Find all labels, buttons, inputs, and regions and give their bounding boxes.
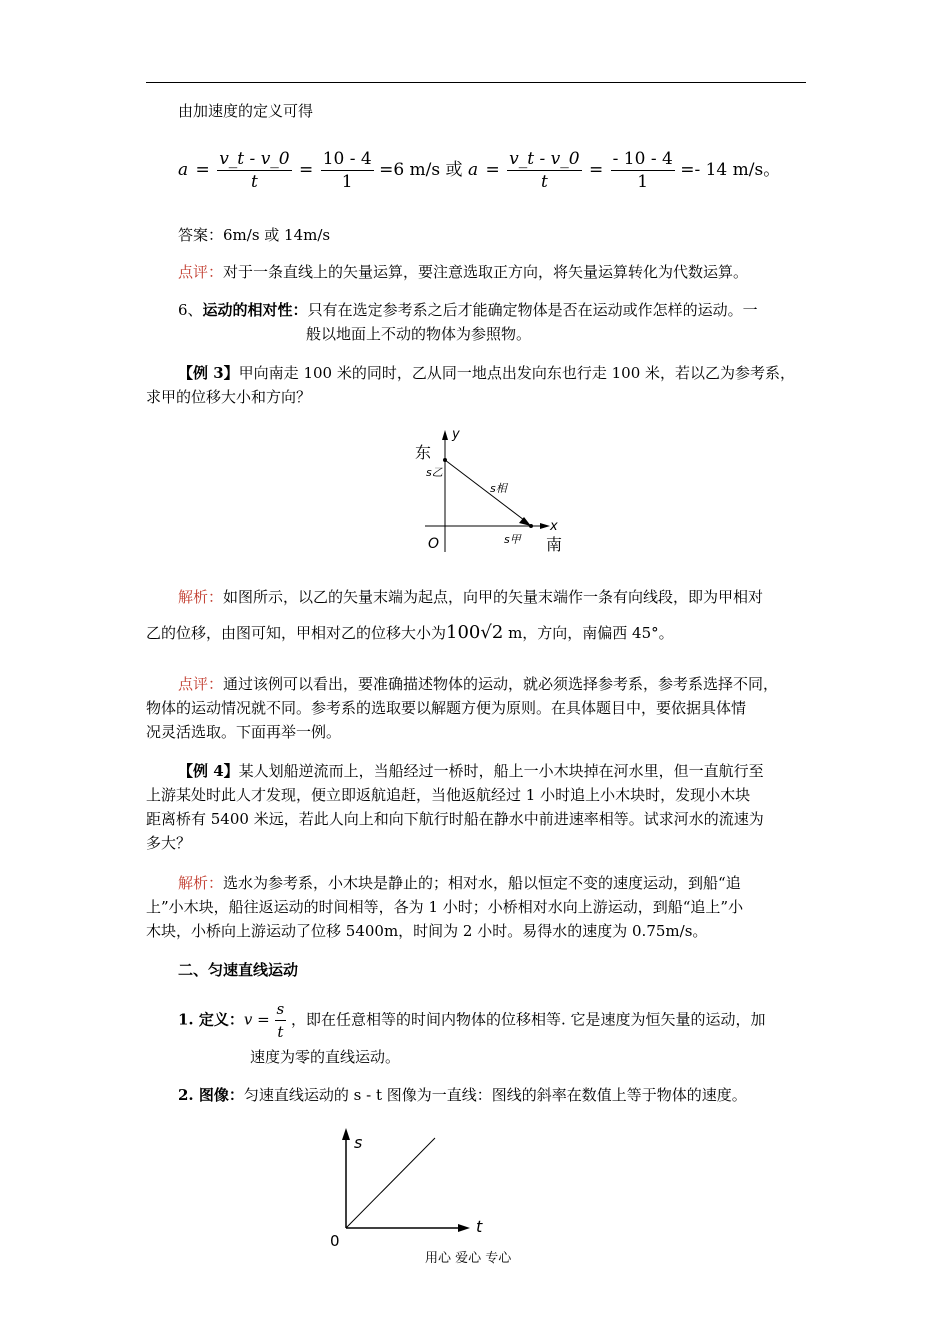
note-label: 点评： xyxy=(178,263,224,281)
formula-result-2: =- 14 m/s。 xyxy=(680,160,781,180)
relative-motion-figure xyxy=(400,420,580,560)
formula-eq: = xyxy=(195,160,210,180)
velocity-fraction: $\frac{s}{t}$ xyxy=(276,1000,285,1041)
point-yi xyxy=(443,458,447,462)
fraction-2: $\frac{10 - 4}{1}$ xyxy=(322,149,372,192)
label-y: y xyxy=(452,427,460,442)
label-s: s xyxy=(354,1133,363,1152)
note-2-line2: 物体的运动情况就不同。参考系的选取要以解题方便为原则。在具体题目中，要依据具体情 xyxy=(146,699,747,717)
example-4-line3: 距离桥有 5400 米远，若此人向上和向下航行时船在静水中前进速率相等。试求河水的流速为 xyxy=(146,810,764,828)
acceleration-formula: a = $\frac{v\_t - v\_0}{t}$ = $\frac{10 - 4}{1}$ =6 m/s 或 a = $\frac{v\_t - v\_0}{t}$ = $\frac{- 10 - 4}{1}$ =- 14 m/s。 xyxy=(178,149,781,192)
label-s-yi: s乙 xyxy=(426,466,443,479)
section-2-heading: 二、匀速直线运动 xyxy=(178,961,299,979)
label-s-xiang: s相 xyxy=(490,482,507,495)
example-3-cont: 求甲的位移大小和方向？ xyxy=(146,388,312,406)
y-arrow-icon xyxy=(442,430,448,440)
header-rule xyxy=(146,82,806,83)
label-east: 东 xyxy=(415,443,432,462)
definition-cont: 速度为零的直线运动。 xyxy=(250,1048,401,1066)
item-6-cont: 般以地面上不动的物体为参照物。 xyxy=(306,325,532,343)
fraction-4: $\frac{- 10 - 4}{1}$ xyxy=(612,149,673,192)
solution-4-line2: 上”小木块，船往返运动的时间相等，各为 1 小时；小桥相对水向上游运动，到船“追上”小 xyxy=(146,898,744,916)
solution-4-line3: 木块，小桥向上游运动了位移 5400m，时间为 2 小时。易得水的速度为 0.75m/s。 xyxy=(146,922,708,940)
intro-text: 由加速度的定义可得 xyxy=(178,102,314,120)
footer: 用心 爱心 专心 xyxy=(425,1251,512,1266)
s-arrow-icon xyxy=(342,1128,350,1140)
answer-text: 答案：6m/s 或 14m/s xyxy=(178,226,331,244)
example-4-line4: 多大？ xyxy=(146,834,192,852)
solution-3: 解析：如图所示，以乙的矢量末端为起点，向甲的矢量末端作一条有向线段，即为甲相对 xyxy=(178,588,764,606)
fraction-3: $\frac{v\_t - v\_0}{t}$ xyxy=(509,149,580,192)
label-origin: O xyxy=(428,536,440,552)
t-arrow-icon xyxy=(458,1224,470,1232)
point-jia xyxy=(529,524,533,528)
label-t: t xyxy=(476,1217,483,1236)
label-south: 南 xyxy=(546,535,563,554)
radical-value: 100√2 xyxy=(446,622,504,643)
item-6: 6、运动的相对性：只有在选定参考系之后才能确定物体是否在运动或作怎样的运动。一 xyxy=(178,301,758,319)
label-s-jia: s甲 xyxy=(504,533,521,546)
image-description: 2. 图像：匀速直线运动的 s - t 图像为一直线：图线的斜率在数值上等于物体的速度。 xyxy=(178,1086,747,1104)
note-1: 点评：对于一条直线上的矢量运算，要注意选取正方向，将矢量运算转化为代数运算。 xyxy=(178,263,749,281)
example-4: 【例 4】某人划船逆流而上，当船经过一桥时，船上一小木块掉在河水里，但一直航行至 xyxy=(178,762,764,780)
item-6-title: 运动的相对性： xyxy=(202,301,308,319)
s-t-graph xyxy=(320,1120,500,1250)
formula-a: a xyxy=(178,160,189,180)
formula-result-1: =6 m/s 或 xyxy=(379,160,463,180)
x-arrow-icon xyxy=(540,523,550,529)
vector-arrow-icon xyxy=(519,517,531,526)
label-x: x xyxy=(550,519,558,534)
example-3: 【例 3】甲向南走 100 米的同时，乙从同一地点出发向东也行走 100 米，若以乙为参考系， xyxy=(178,364,796,382)
solution-3-cont: 乙的位移，由图可知，甲相对乙的位移大小为100√2 m，方向，南偏西 45°。 xyxy=(146,622,674,643)
note-2: 点评：通过该例可以看出，要准确描述物体的运动，就必须选择参考系，参考系选择不同， xyxy=(178,675,779,693)
fraction-1: $\frac{v\_t - v\_0}{t}$ xyxy=(219,149,290,192)
note-2-line3: 况灵活选取。下面再举一例。 xyxy=(146,723,342,741)
relative-displacement-vector xyxy=(445,460,524,520)
example-4-line2: 上游某处时此人才发现，便立即返航追赶，当他返航经过 1 小时追上小木块时，发现小木块 xyxy=(146,786,751,804)
solution-4: 解析：选水为参考系，小木块是静止的；相对水，船以恒定不变的速度运动，到船“追 xyxy=(178,874,741,892)
definition: 1. 定义：v = $\frac{s}{t}$ ，即在任意相等的时间内物体的位移相等. 它是速度为恒矢量的运动，加 xyxy=(178,1000,766,1041)
label-zero: 0 xyxy=(330,1232,340,1250)
